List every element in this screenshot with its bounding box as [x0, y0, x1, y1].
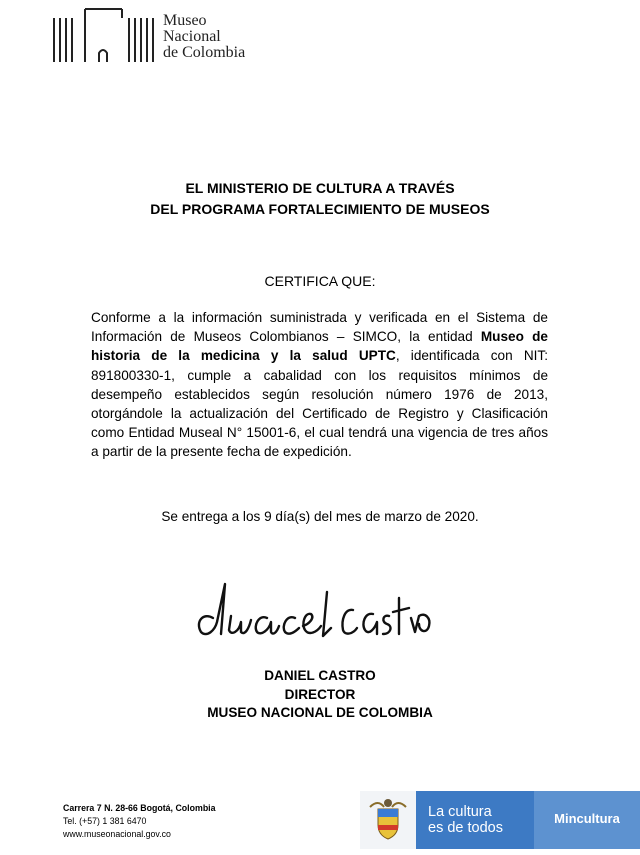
logo-line-3: de Colombia — [163, 44, 246, 61]
coat-of-arms-box — [360, 791, 416, 849]
signer-institution: MUSEO NACIONAL DE COLOMBIA — [207, 705, 433, 720]
culture-slogan — [428, 804, 503, 836]
certifica-heading: CERTIFICA QUE: — [264, 273, 376, 289]
body-text-after: , identificada con NIT: 891800330-1, cumple a cabalidad con los requisitos mínimos de desempeño establecidos según resolución número 1976 de 2013, otorgándole la actualización del Certificado de Registro y Clasificación como Entidad Museal N° 15001-6, el cual tendrá una vigencia de tres años a partir de la presente fecha de expedición. — [91, 348, 548, 460]
signer-name: DANIEL CASTRO — [264, 668, 376, 683]
coat-of-arms-icon — [360, 791, 416, 849]
mincultura-logo-text: Mincultura — [554, 811, 620, 826]
signature-image — [185, 578, 450, 648]
slogan-line-2: es de todos — [428, 820, 503, 836]
museum-logo-text — [163, 13, 245, 61]
museum-logo — [52, 6, 282, 68]
phone-line: Tel. (+57) 1 381 6470 — [63, 816, 147, 826]
document-title — [0, 178, 640, 220]
certificate-body — [91, 308, 548, 462]
website-line: www.museonacional.gov.co — [63, 829, 171, 839]
museum-logo-icon — [52, 6, 162, 68]
signer-role: DIRECTOR — [284, 686, 356, 702]
footer-address — [63, 802, 216, 841]
issue-date-statement: Se entrega a los 9 día(s) del mes de marzo de 2020. — [161, 509, 479, 524]
body-text-before: Conforme a la información suministrada y verificada en el Sistema de Información de Museos Colombianos – SIMCO, la entidad — [91, 310, 548, 345]
entity-name: Museo de historia de la medicina y la salud UPTC — [91, 329, 548, 364]
signer-block — [0, 667, 640, 723]
logo-line-2: Nacional — [163, 28, 221, 45]
mincultura-box — [534, 791, 640, 849]
title-line-1: EL MINISTERIO DE CULTURA A TRAVÉS — [185, 180, 455, 196]
ministry-banner — [360, 791, 640, 849]
slogan-line-1: La cultura — [428, 804, 492, 820]
logo-line-1: Museo — [163, 12, 207, 29]
title-line-2: DEL PROGRAMA FORTALECIMIENTO DE MUSEOS — [150, 201, 490, 217]
address-line: Carrera 7 N. 28-66 Bogotá, Colombia — [63, 803, 216, 813]
